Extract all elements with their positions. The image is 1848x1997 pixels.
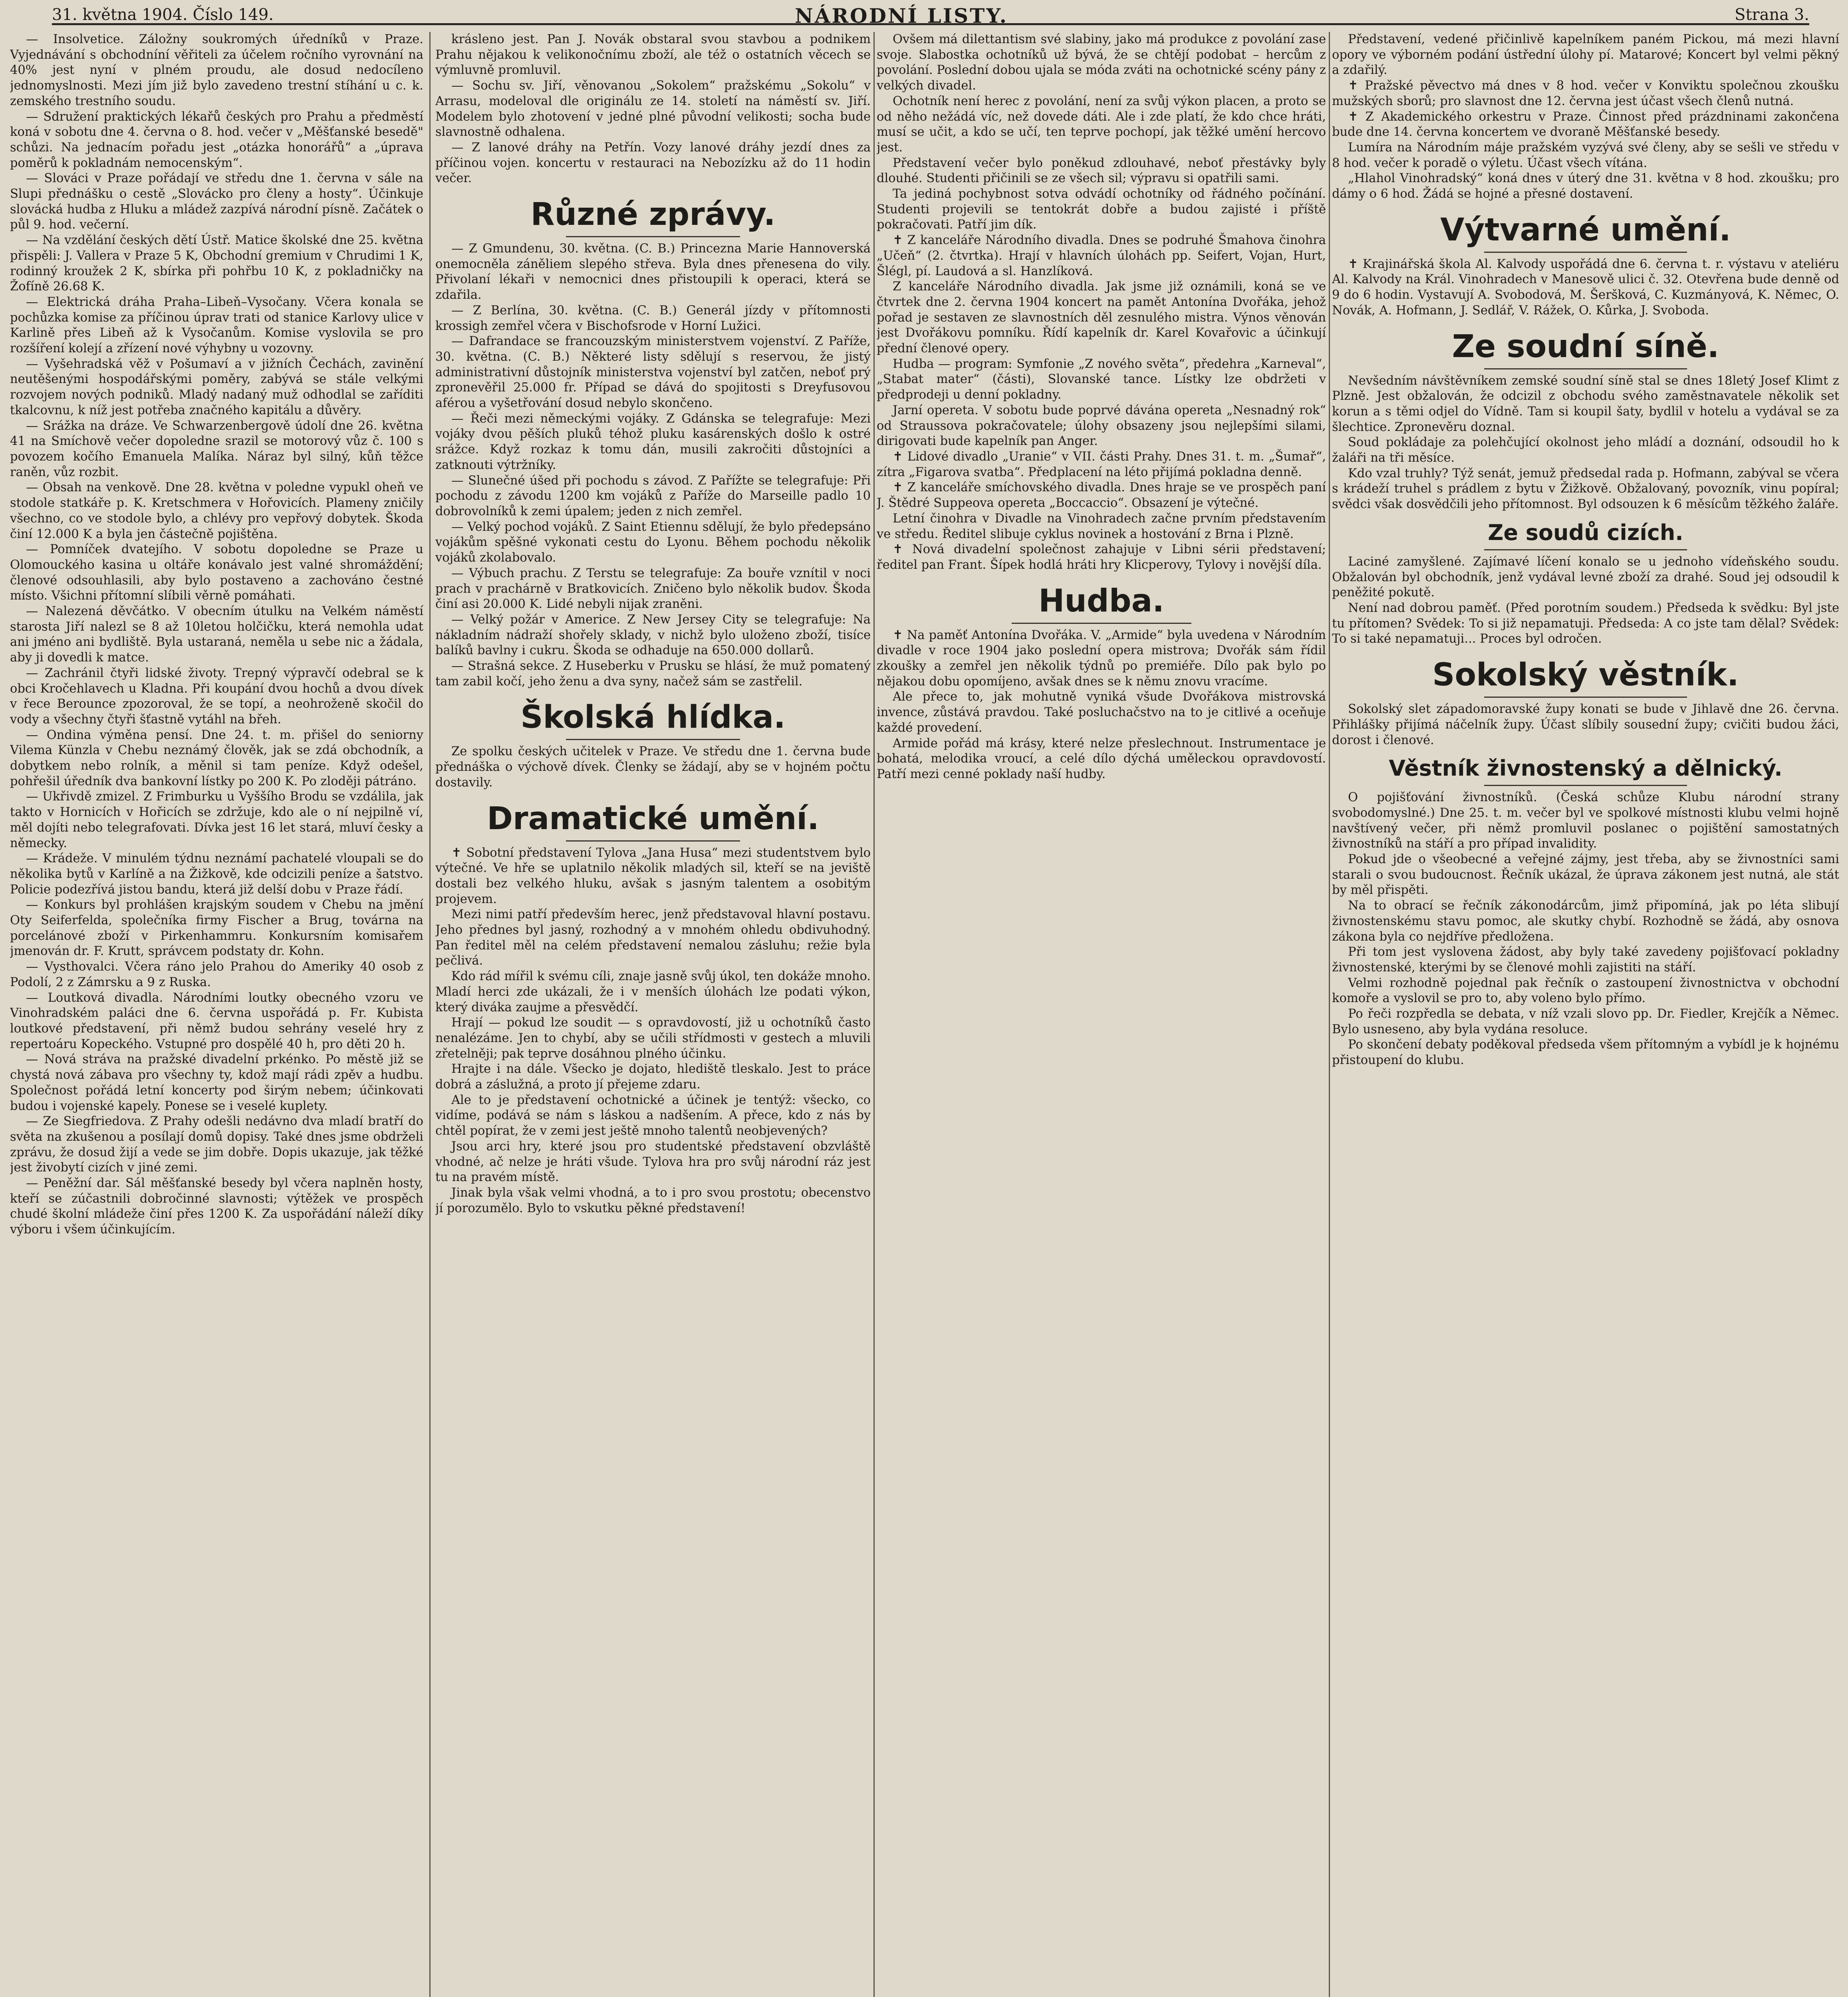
news-item: Představení, vedené přičinlivě kapelníkem paném Pickou, má mezi hlavní opory ve výborném podání ústřední úlohy pí. Matarové; Koncert byl velmi pěkný a zdařilý. — [1332, 32, 1839, 77]
section-rule — [1484, 252, 1687, 253]
news-item: ✝ Z Akademického orkestru v Praze. Činnost před prázdninami zakončena bude dne 14. června koncertem ve dvoraně Měšťanské besedy. — [1332, 109, 1839, 139]
news-item: ✝ Nová divadelní společnost zahajuje v Libni sérii představení; ředitel pan Frant. Šípek hodlá hráti hry Klicperovy, Tylovy i novější díla. — [877, 542, 1326, 572]
news-item: Jarní opereta. V sobotu bude poprvé dávána opereta „Nesnadný rok“ od Straussova pokračovatele; úlohy obsazeny jsou nejlepšími silami, dirigovati bude kapelník pan Anger. — [877, 403, 1326, 449]
news-item: — Srážka na dráze. Ve Schwarzenbergově údolí dne 26. května 41 na Smíchově večer dopoledne srazil se motorový vůz č. 100 s povozem kočího Emanuela Malíka. Náraz byl silný, kůň těžce raněn, vůz rozbit. — [10, 419, 423, 479]
news-item: — Peněžní dar. Sál měšťanské besedy byl včera naplněn hosty, kteří se zúčastnili dobročinné slavnosti; výtěžek ve prospěch chudé školní mládeže činí přes 1200 K. Za uspořádání náleží díky výboru i všem účinkujícím. — [10, 1176, 423, 1237]
column-2 — [435, 32, 871, 1997]
news-item: — Velký požár v Americe. Z New Jersey City se telegrafuje: Na nákladním nádraží shořely sklady, v nichž bylo uloženo zboží, tisíce balíků bavlny i cukru. Škoda se odhaduje na 650.000 dollarů. — [435, 612, 871, 658]
news-item: — Dafrandace se francouzským ministerstvem vojenství. Z Paříže, 30. května. (C. B.) Některé listy sdělují s reservou, že jistý administrativní důstojník ministerstva vojenství byl zatčen, neboť prý zpronevěřil 25.000 fr. Případ se dává do spojitosti s Dreyfusovou aférou a vyšetřování dosud nebylo skončeno. — [435, 334, 871, 411]
news-item: O pojišťování živnostníků. (Česká schůze Klubu národní strany svobodomyslné.) Dne 25. t. m. večer byl ve spolkové místnosti klubu velmi hojně navštívený večer, při němž promluvil poslanec o pojištění samostatných živnostníků na stáří a pro případ invalidity. — [1332, 790, 1839, 851]
news-item: Soud pokládaje za polehčující okolnost jeho mládí a doznání, odsoudil ho k žaláři na tři měsíce. — [1332, 435, 1839, 465]
news-item: — Sdružení praktických lékařů českých pro Prahu a předměstí koná v sobotu dne 4. června o 8. hod. večer v „Měšťanské besedě" schůzi. Na jednacím pořadu jest „otázka honorářů“ a „úprava poměrů k pokladnám nemocenským“. — [10, 109, 423, 170]
news-item: — Ukřivdě zmizel. Z Frimburku u Vyššího Brodu se vzdálila, jak takto v Hornicích v Hořicích se zdržuje, kdo ale o ní nejpilně ví, měl dojíti nebo telegrafovati. Dívka jest 16 let stará, mluví česky a německy. — [10, 790, 423, 850]
column-1 — [10, 32, 423, 1997]
news-item: — Ze Siegfriedova. Z Prahy odešli nedávno dva mladí bratří do světa na zkušenou a posílají domů dopisy. Také dnes jsme obdrželi zprávu, že dosud žijí a vede se jim dobře. Dopis ukazuje, jak těžké jest živobytí cizích v jiné zemi. — [10, 1114, 423, 1175]
news-item: — Obsah na venkově. Dne 28. května v poledne vypukl oheň ve stodole statkáře p. K. Kretschmera v Hořovicích. Plameny zničily všechno, co ve stodole bylo, a chlévy pro vepřový dobytek. Škoda činí 12.000 K a byla jen částečně pojištěna. — [10, 480, 423, 541]
news-item: — Z lanové dráhy na Petřín. Vozy lanové dráhy jezdí dnes za příčinou vojen. koncertu v restauraci na Nebozízku až do 11 hodin večer. — [435, 140, 871, 186]
news-item: ✝ Z kanceláře smíchovského divadla. Dnes hraje se ve prospěch paní J. Štědré Suppeova opereta „Boccaccio“. Obsazení je výtečné. — [877, 480, 1326, 510]
section-rule — [566, 840, 740, 842]
news-item: — Sochu sv. Jiří, věnovanou „Sokolem“ pražskému „Sokolu“ v Arrasu, modeloval dle originálu ze 14. století na náměstí sv. Jiří. Modelem bylo zhotovení v jedné plné původní velikosti; socha bude slavnostně odhalena. — [435, 79, 871, 139]
news-item: — Z Berlína, 30. května. (C. B.) Generál jízdy v přítomnosti krossigh zemřel včera v Bischofsrode v Horní Lužici. — [435, 303, 871, 333]
section-rule — [566, 739, 740, 740]
news-item: Nevšedním návštěvníkem zemské soudní síně stal se dnes 18letý Josef Klimt z Plzně. Jest obžalován, že odcizil z obchodu svého zaměstnavatele několik set korun a s těmi odjel do Vídně. Tam si koupil šaty, bydlil v hotelu a vydával se za šlechtice. Zpronevěru doznal. — [1332, 373, 1839, 434]
news-item: Laciné zamyšlené. Zajímavé líčení konalo se u jednoho vídeňského soudu. Obžalován byl obchodník, jenž vydával levné zboží za drahé. Soud jej odsoudil k peněžité pokutě. — [1332, 554, 1839, 600]
news-item: Z kanceláře Národního divadla. Jak jsme již oznámili, koná se ve čtvrtek dne 2. června 1904 koncert na pamět Antonína Dvořáka, jehož pořad je sestaven ze slavnostních děl zesnulého mistra. Výnos věnován jest Dvořákovu pomníku. Řídí kapelník dr. Karel Kovařovic a účinkují přední členové opery. — [877, 280, 1326, 356]
section-rule — [566, 236, 740, 237]
news-item: Na to obrací se řečník zákonodárcům, jimž připomíná, jak po léta slibují živnostenskému stavu pomoc, ale skutky chybí. Rozhodně se žádá, aby osnova zákona byla co nejdříve předložena. — [1332, 899, 1839, 944]
news-item: Velmi rozhodně pojednal pak řečník o zastoupení živnostnictva v obchodní komoře a vyslovil se pro to, aby voleno bylo přímo. — [1332, 976, 1839, 1006]
news-item: ✝ Z kanceláře Národního divadla. Dnes se podruhé Šmahova činohra „Učeň“ (2. čtvrtka). Hrají v hlavních úlohách pp. Seifert, Vojan, Hurt, Šlégl, pí. Laudová a sl. Hanzlíková. — [877, 233, 1326, 278]
news-item: „Hlahol Vinohradský“ koná dnes v úterý dne 31. května v 8 hod. zkoušku; pro dámy o 6 hod. Žádá se hojné a přesné dostavení. — [1332, 171, 1839, 201]
news-item: — Vyšehradská věž v Pošumaví a v jižních Čechách, zavinění neutěšenými hospodářskými poměry, zabývá se stále velkými rozvojem nových podniků. Mladý nadaný muž odhodlal se zaříditi tkalcovnu, k níž jest potřeba značného kapitálu a důvěry. — [10, 357, 423, 417]
section-heading-skolska-hlidka: Školská hlídka. — [520, 699, 786, 736]
news-item: ✝ Pražské pěvectvo má dnes v 8 hod. večer v Konviktu společnou zkoušku mužských sborů; pro slavnost dne 12. června jest účast všech členů nutná. — [1332, 79, 1839, 108]
section-heading-sokolsky-vestnik: Sokolský věstník. — [1432, 657, 1739, 693]
news-item: Jinak byla však velmi vhodná, a to i pro svou prostotu; obecenstvo jí porozumělo. Bylo to vskutku pěkné představení! — [435, 1186, 871, 1215]
section-heading-ruzne-zpravy: Různé zprávy. — [530, 197, 776, 233]
news-item: — Vysthovalci. Včera ráno jelo Prahou do Ameriky 40 osob z Podolí, 2 z Zámrsku a 9 z Ruska. — [10, 960, 423, 989]
news-item: Není nad dobrou paměť. (Před porotním soudem.) Předseda k svědku: Byl jste tu přítomen? Svědek: To si již nepamatuji. Předseda: A co jste tam dělal? Svědek: To si také nepamatuji... Proces byl odročen. — [1332, 601, 1839, 646]
news-item: Ta jediná pochybnost sotva odvádí ochotníky od řádného počínání. Studenti projevili se tentokrát dobře a budou zajisté i příště pokračovati. Patří jim dík. — [877, 187, 1326, 232]
news-item: — Zachránil čtyři lidské životy. Trepný výpravčí odebral se k obci Kročehlavech u Kladna. Při koupání dvou hochů a dvou dívek v řece Berounce zpozoroval, že se topí, a neohroženě skočil do vody a všechny čtyři šťastně vytáhl na břeh. — [10, 666, 423, 727]
section-rule — [1484, 697, 1687, 698]
section-heading-vytvarne-umeni: Výtvarné umění. — [1440, 212, 1731, 248]
section-heading-hudba: Hudba. — [1038, 583, 1164, 619]
news-item: Představení večer bylo poněkud zdlouhavé, neboť přestávky byly dlouhé. Studenti přičinili se ze všech sil; výpravu si opatřili sami. — [877, 156, 1326, 186]
section-heading-ze-soudu-cizich: Ze soudů cizích. — [1488, 520, 1683, 545]
news-item: Ochotník není herec z povolání, není za svůj výkon placen, a proto se od něho nežádá víc, než dovede dáti. Ale i zde platí, že kdo chce hráti, musí se učit, a kdo se učí, ten teprve pochopí, jak těžké umění hercovo jest. — [877, 94, 1326, 155]
section-rule — [1484, 785, 1687, 786]
news-item: Ale to je představení ochotnické a účinek je tentýž: všecko, co vidíme, podává se nám s láskou a nadšením. A přece, kdo z nás by chtěl popírat, že v zemi jest ještě mnoho talentů neobjevených? — [435, 1093, 871, 1138]
page-number: Strana 3. — [1735, 6, 1809, 24]
news-item: — Z Gmundenu, 30. května. (C. B.) Princezna Marie Hannoverská onemocněla záněliem slepého střeva. Byla dnes přenesena do vily. Přivolaní lékaři v nemocnici dnes přistoupili k operaci, která se zdařila. — [435, 242, 871, 302]
news-item: — Insolvetice. Záložny soukromých úředníků v Praze. Vyjednávání s obchodníní věřiteli za účelem ročního vyrovnání na 40% jest nyní v plném proudu, ale dosud nedocíleno jednomyslnosti. Mezi jím již bylo zavedeno trestní stíhání u c. k. zemského trestního soudu. — [10, 32, 423, 108]
column-divider — [873, 32, 875, 1997]
news-item: Ze spolku českých učitelek v Praze. Ve středu dne 1. června bude přednáška o výchově dívek. Členky se žádají, aby se v hojném počtu dostavily. — [435, 744, 871, 790]
section-heading-ze-soudni-sine: Ze soudní síně. — [1452, 328, 1719, 365]
news-item: — Konkurs byl prohlášen krajským soudem v Chebu na jmění Oty Seiferfelda, společníka firmy Fischer a Brug, továrna na porcelánové zboží v Pirkenhammru. Konkursním komisařem jmenován dr. F. Krutt, správcem podstaty dr. Kohn. — [10, 898, 423, 959]
section-rule — [1484, 549, 1687, 550]
column-divider — [429, 32, 431, 1997]
news-item: Ovšem má dilettantism své slabiny, jako má produkce z povolání zase svoje. Slabostka ochotníků už bývá, že se chtějí podobat – hercům z povolání. Poslední dobou ujala se móda zváti na ochotnické scény pány z velkých divadel. — [877, 32, 1326, 93]
section-heading-vestnik-zivnostensky: Věstník živnostenský a dělnický. — [1389, 756, 1782, 781]
news-item: Při tom jest vyslovena žádost, aby byly také zavedeny pojišťovací pokladny živnostenské, kterými by se členové mohli zajistiti na stáří. — [1332, 945, 1839, 975]
news-item: Sokolský slet západomoravské župy konati se bude v Jihlavě dne 26. června. Přihlášky přijímá náčelník župy. Účast slíbily sousední župy; cvičiti budou žáci, dorost i členové. — [1332, 702, 1839, 747]
news-item: ✝ Lidové divadlo „Uranie“ v VII. části Prahy. Dnes 31. t. m. „Šumař“, zítra „Figarova svatba“. Předplacení na léto přijímá pokladna denně. — [877, 449, 1326, 479]
column-divider — [1329, 32, 1330, 1997]
news-item: Po skončení debaty poděkoval předseda všem přítomným a vybídl je k hojnému přistoupení do klubu. — [1332, 1038, 1839, 1068]
news-item: Mezi nimi patří především herec, jenž představoval hlavní postavu. Jeho přednes byl jasný, rozhodný a v mnohém ohledu obdivuhodný. Pan ředitel měl na celém představení nemalou zásluhu; režie byla pečlivá. — [435, 907, 871, 968]
news-item: Letní činohra v Divadle na Vinohradech začne prvním představením ve středu. Ředitel slibuje cyklus novinek a hostování z Brna i Plzně. — [877, 511, 1326, 541]
news-item: — Loutková divadla. Národními loutky obecného vzoru ve Vinohradském paláci dne 6. června uspořádá p. Fr. Kubista loutkové představení, při němž budou sehrány veselé hry z repertoáru Kopeckého. Vstupné pro dospělé 40 h, pro děti 20 h. — [10, 991, 423, 1051]
news-item: — Elektrická dráha Praha–Libeň–Vysočany. Včera konala se pochůzka komise za příčinou úprav trati od stanice Karlovy ulice v Karlině přes Libeň až k Vysočanům. Komise vyslovila se pro rozšíření kolejí a zřízení nové výhybny u vozovny. — [10, 295, 423, 356]
news-item: ✝ Krajinářská škola Al. Kalvody uspořádá dne 6. června t. r. výstavu v ateliéru Al. Kalvody na Král. Vinohradech v Manesově ulici č. 32. Otevřena bude denně od 9 do 6 hodin. Vystavují A. Svobodová, M. Šeršková, C. Kuzmányová, K. Němec, O. Novák, A. Hofmann, J. Sedlář, V. Rážek, O. Kůrka, J. Svoboda. — [1332, 257, 1839, 318]
news-item: — Velký pochod vojáků. Z Saint Etiennu sdělují, že bylo předepsáno vojákům spěšné vykonati cestu do Lyonu. Během pochodu několik vojáků zkolabovalo. — [435, 520, 871, 565]
news-item: Lumíra na Národním máje pražském vyzývá své členy, aby se sešli ve středu v 8 hod. večer k poradě o výletu. Účast všech vítána. — [1332, 140, 1839, 170]
section-rule — [1012, 623, 1191, 624]
masthead: NÁRODNÍ LISTY. — [795, 4, 1008, 28]
news-item: Kdo rád mířil k svému cíli, znaje jasně svůj úkol, ten dokáže mnoho. Mladí herci zde ukázali, že i v menších úlohách lze podati výkon, který diváka zaujme a přesvědčí. — [435, 969, 871, 1014]
news-item: — Slunečné úšed při pochodu s závod. Z Pařížte se telegrafuje: Při pochodu z závodu 1200 km vojáků z Paříže do Marseille padlo 10 dobrovolníků k zemi úpalem; jeden z nich zemřel. — [435, 473, 871, 518]
issue-date: 31. května 1904. Číslo 149. — [52, 6, 274, 24]
news-item: krásleno jest. Pan J. Novák obstaral svou stavbou a podnikem Prahu nějakou k velikonočnímu zboží, ale též o ostatních věcech se výmluvně promluvil. — [435, 32, 871, 77]
news-item: — Slováci v Praze pořádají ve středu dne 1. června v sále na Slupi přednášku o cestě „Slovácko pro členy a hosty“. Účinkuje slovácká hudba z Hluku a mládež zazpívá národní písně. Začátek o půl 9. hod. večerní. — [10, 171, 423, 232]
news-item: — Řeči mezi německými vojáky. Z Gdánska se telegrafuje: Mezi vojáky dvou pěších pluků téhož pluku kasárenských došlo k ostré srážce. Když rozkaz k tomu dán, musili zakročiti důstojníci a zatknouti výtržníky. — [435, 411, 871, 472]
news-item: Kdo vzal truhly? Týž senát, jemuž předsedal rada p. Hofmann, zabýval se včera s krádeží truhel s prádlem z bytu v Žižkově. Obžalovaný, povozník, vinu popíral; svědci však dosvědčili jeho přítomnost. Byl odsouzen k 6 měsícům těžkého žaláře. — [1332, 466, 1839, 512]
news-item: — Nalezená děvčátko. V obecním útulku na Velkém náměstí starosta Jiří nalezl se 8 až 10letou holčičku, která nemohla udat ani jméno ani bydliště. Byla ustaraná, neměla u sebe nic a žádala, aby ji dovedli k matce. — [10, 604, 423, 665]
column-3 — [877, 32, 1326, 1997]
news-item: Pokud jde o všeobecné a veřejné zájmy, jest třeba, aby se živnostníci sami starali o svou budoucnost. Řečník ukázal, že úprava zákonem jest nutná, ale stát by měl přispěti. — [1332, 852, 1839, 897]
news-item: — Ondina výměna pensí. Dne 24. t. m. přišel do seniorny Vilema Künzla v Chebu neznámý člověk, jak se zdá obchodník, a dobytkem nebo rolník, a měnil si tam peníze. Když odešel, pohřešil úředník dva bankovní lístky po 200 K. Po zloději pátráno. — [10, 728, 423, 788]
news-item: ✝ Sobotní představení Tylova „Jana Husa“ mezi studentstvem bylo výtečné. Ve hře se uplatnilo několik mladých sil, kteří se na jeviště dostali bez velkého hluku, avšak s jasným talentem a osobitým projevem. — [435, 846, 871, 906]
news-item: — Výbuch prachu. Z Terstu se telegrafuje: Za bouře vznítil v noci prach v prachárně v Bratkovicích. Zničeno bylo několik budov. Škoda činí asi 20.000 K. Lidé nebyli nijak zraněni. — [435, 566, 871, 611]
news-item: Ale přece to, jak mohutně vyniká všude Dvořákova mistrovská invence, zůstává pravdou. Také posluchačstvo na to je citlivé a oceňuje každé provedení. — [877, 690, 1326, 735]
news-item: Hrajte i na dále. Všecko je dojato, hlediště tleskalo. Jest to práce dobrá a záslužná, a proto jí přejeme zdaru. — [435, 1062, 871, 1092]
column-4 — [1332, 32, 1839, 1997]
news-item: — Pomníček dvatejího. V sobotu dopoledne se Praze u Olomouckého kasina u oltáře konávalo jest valné shromáždění; členové odsouhlasili, aby bylo postaveno a zachováno čestné místo. Všichni přítomní slíbili věrně pomáhati. — [10, 542, 423, 603]
news-item: Jsou arci hry, které jsou pro studentské představení obzvláště vhodné, ač nelze je hráti všude. Tylova hra pro svůj národní ráz jest tu na pravém místě. — [435, 1139, 871, 1185]
news-item: Hrají — pokud lze soudit — s opravdovostí, již u ochotníků často nenalézáme. Jen to chybí, aby se učili střídmosti v gestech a mluvili zřetelněji; pak teprve dosáhnou plného účinku. — [435, 1016, 871, 1061]
page-header — [52, 4, 1809, 28]
news-item: — Krádeže. V minulém týdnu neznámí pachatelé vloupali se do několika bytů v Karlíně a na Žižkově, kde odcizili peníze a šatstvo. Policie podezřívá jistou bandu, která již delší dobu v Praze řádí. — [10, 852, 423, 897]
news-item: — Na vzdělání českých dětí Ústř. Matice školské dne 25. května přispěli: J. Vallera v Praze 5 K, Obchodní gremium v Chrudimi 1 K, rodinný kroužek 2 K, sbírka při pohřbu 10 K, z pokladničky na Žofíně 26.68 K. — [10, 233, 423, 294]
news-item: Hudba — program: Symfonie „Z nového světa“, předehra „Karneval“, „Stabat mater“ (části), Slovanské tance. Lístky lze obdržeti v předprodeji u denní pokladny. — [877, 357, 1326, 402]
news-item: — Strašná sekce. Z Huseberku v Prusku se hlásí, že muž pomatený tam zabil kočí, jeho ženu a dva syny, načež sám se zastřelil. — [435, 659, 871, 689]
news-item: Po řeči rozpředla se debata, v níž vzali slovo pp. Dr. Fiedler, Krejčík a Němec. Bylo usneseno, aby byla vydána resoluce. — [1332, 1007, 1839, 1036]
section-heading-dramaticke-umeni: Dramatické umění. — [487, 800, 819, 837]
news-item: ✝ Na paměť Antonína Dvořáka. V. „Armide“ byla uvedena v Národním divadle v roce 1904 jako poslední opera mistrova; Dvořák sám řídil zkoušky a zemřel jen několik týdnů po premiéře. Dílo pak bylo po nějakou dobu opomíjeno, avšak dnes se k němu znovu vracíme. — [877, 628, 1326, 689]
news-item: — Nová stráva na pražské divadelní prkénko. Po městě již se chystá nová zábava pro všechny ty, kdož mají rádi zpěv a hudbu. Společnost pořádá letní koncerty pod širým nebem; účinkovati budou i vojenské kapely. Ponese se i veselé kuplety. — [10, 1052, 423, 1113]
news-item: Armide pořád má krásy, které nelze přeslechnout. Instrumentace je bohatá, melodika vroucí, a celé dílo dýchá uměleckou opravdovostí. Patří mezi cenné poklady naší hudby. — [877, 736, 1326, 781]
section-rule — [1484, 368, 1687, 369]
